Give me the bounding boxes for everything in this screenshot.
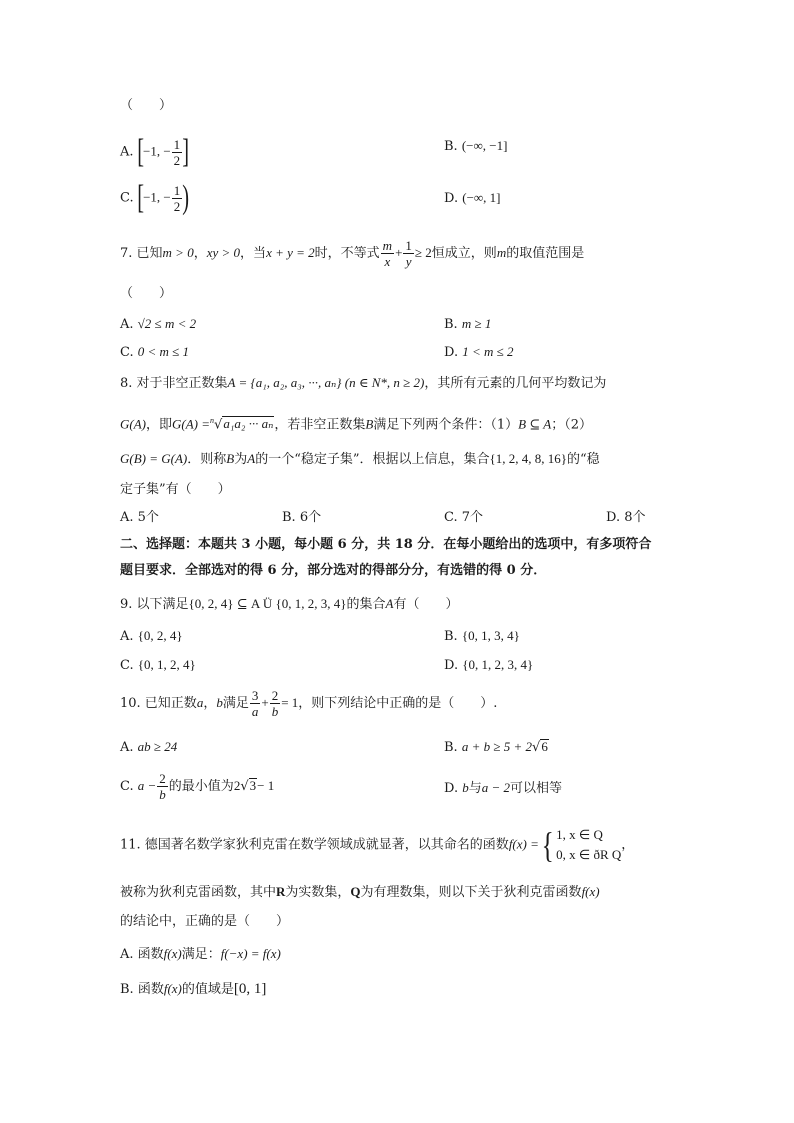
- q7-option-c: C. 0 < m ≤ 1: [120, 344, 190, 360]
- q11-stem-line-2: 被称为狄利克雷函数，其中R为实数集，Q为有理数集，则以下关于狄利克雷函数f(x): [120, 884, 600, 900]
- q7-option-b: B. m ≥ 1: [444, 316, 492, 332]
- q10-option-d: D. b与a − 2可以相等: [444, 780, 563, 796]
- q10-stem: 10. 已知正数a，b满足 $\frac{3}{a}$ + $\frac{2}{b}$ = 1，则下列结论中正确的是（ ）.: [120, 688, 498, 719]
- q8-line-3: G(B) = G(A)．则称B为A的一个“稳定子集”．根据以上信息，集合{1, 2, 4, 8, 16}的“稳: [120, 451, 600, 467]
- q7-option-d: D. 1 < m ≤ 2: [444, 344, 514, 360]
- q6-option-a: A. [−1, − $\frac{1}{2}$ ]: [120, 133, 190, 170]
- q8-option-c: C. 7个: [444, 510, 484, 525]
- q11-stem-line-1: 11. 德国著名数学家狄利克雷在数学领域成就显著，以其命名的函数f(x) ={ 1, x ∈ Q 0, x ∈ ðR Q ，: [120, 825, 635, 865]
- section2-heading-line-2: 题目要求．全部选对的得 6 分，部分选对的得部分分，有选错的得 0 分．: [120, 563, 547, 578]
- q7-stem: 7. 已知m > 0，xy > 0，当x + y = 2时，不等式 $\frac{m}{x}$ + $\frac{1}{y}$ ≥ 2恒成立，则m的取值范围是: [120, 238, 585, 269]
- q10-option-c: C. a − $\frac{2}{b}$ 的最小值为2√3− 1: [120, 771, 275, 802]
- q6-option-c: C. [−1, − $\frac{1}{2}$ ): [120, 179, 190, 216]
- q6-option-b: B. (−∞, −1]: [444, 138, 508, 154]
- q8-option-b: B. 6个: [282, 510, 322, 525]
- q9-stem: 9. 以下满足{0, 2, 4} ⊆ A Ü {0, 1, 2, 3, 4}的集合A有（ ）: [120, 596, 459, 612]
- q9-option-b: B. {0, 1, 3, 4}: [444, 628, 520, 644]
- q11-option-b: B. 函数f(x)的值域是[0, 1]: [120, 981, 267, 997]
- q7-option-a: A. √2 ≤ m < 2: [120, 316, 197, 332]
- q9-option-a: A. {0, 2, 4}: [120, 628, 183, 644]
- q8-line-4: 定子集”有（ ）: [120, 482, 231, 497]
- q6-option-d: D. (−∞, 1]: [444, 190, 501, 206]
- q11-stem-line-3: 的结论中，正确的是（ ）: [120, 914, 290, 929]
- q6-paren: （ ）: [120, 98, 173, 113]
- q8-line-1: 8. 对于非空正数集A = {a₁, a₂, a₃, ···, aₙ} (n ∈ N*, n ≥ 2)，其所有元素的几何平均数记为: [120, 375, 607, 391]
- q11-option-a: A. 函数f(x)满足：f(−x) = f(x): [120, 946, 281, 962]
- q9-option-c: C. {0, 1, 2, 4}: [120, 657, 196, 673]
- section2-heading-line-1: 二、选择题：本题共 3 小题，每小题 6 分，共 18 分．在每小题给出的选项中，有多项符合: [120, 537, 652, 552]
- q8-line-2: G(A)，即G(A) =$^n$√a₁a₂ ··· aₙ，若非空正数集B满足下列两个条件：（1）B ⊆ A；（2）: [120, 416, 592, 433]
- q7-paren: （ ）: [120, 286, 173, 301]
- q10-option-b: B. a + b ≥ 5 + 2√6: [444, 739, 548, 755]
- q10-option-a: A. ab ≥ 24: [120, 739, 178, 755]
- q8-option-d: D. 8个: [606, 510, 646, 525]
- q8-option-a: A. 5个: [120, 510, 159, 525]
- q9-option-d: D. {0, 1, 2, 3, 4}: [444, 657, 534, 673]
